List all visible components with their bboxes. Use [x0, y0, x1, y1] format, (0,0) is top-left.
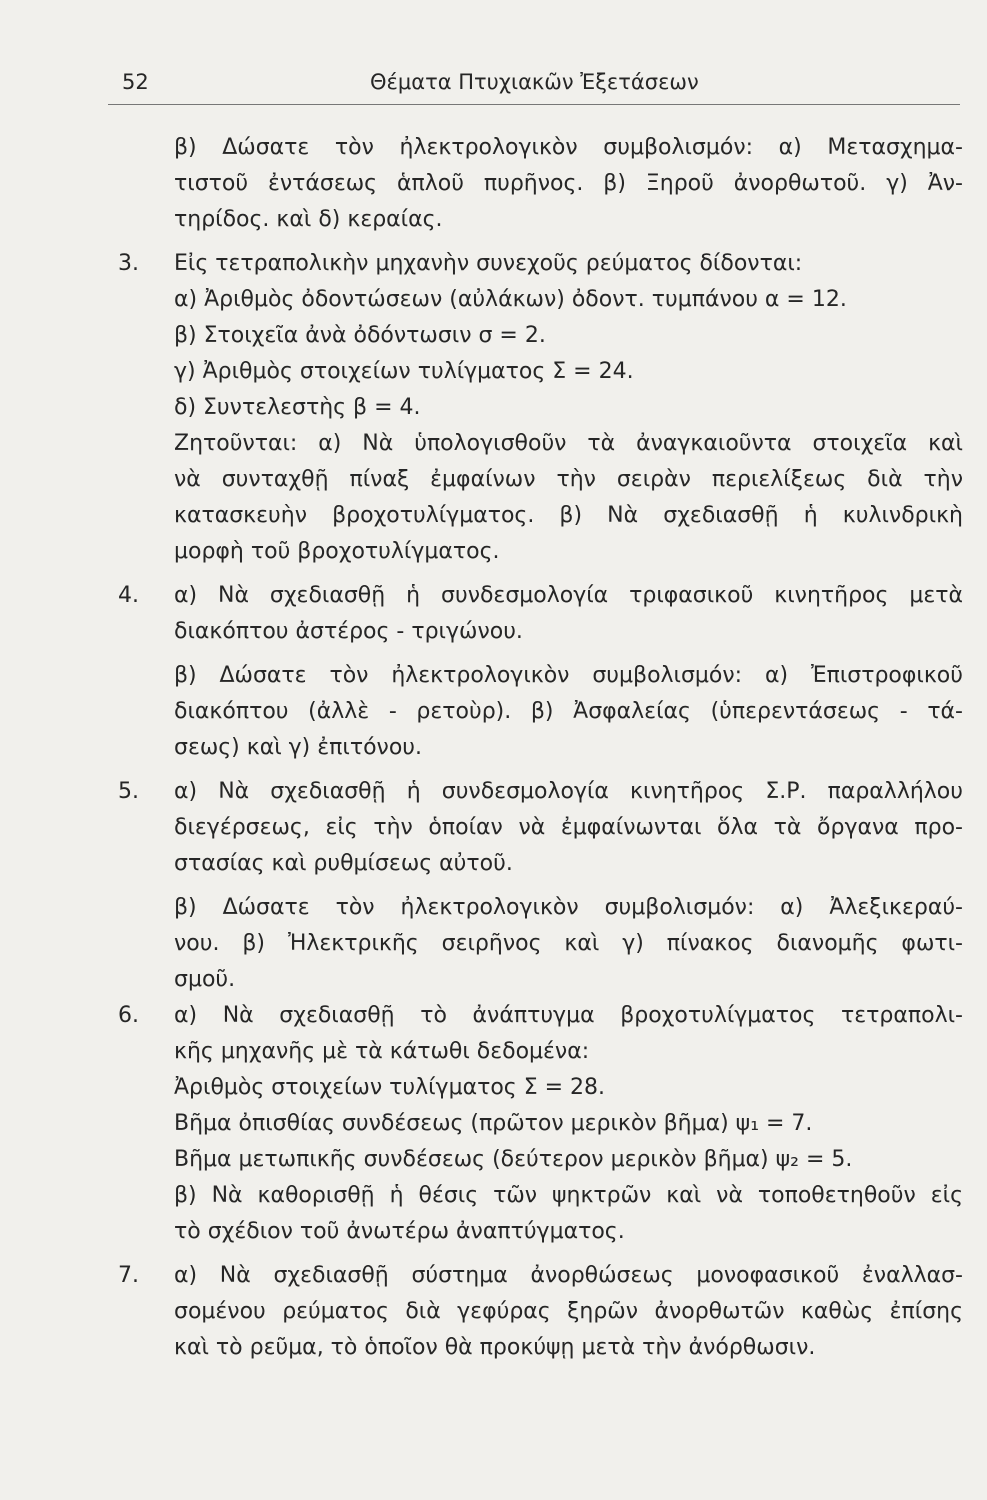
line-text: διακόπτου (ἀλλὲ - ρετοὺρ). β) Ἀσφαλείας (ὑπερεντάσεως - τά-: [174, 699, 963, 724]
line-text: α) Νὰ σχεδιασθῇ ἡ συνδεσμολογία κινητῆρος Σ.Ρ. παραλλήλου: [174, 779, 963, 804]
line-text: μορφὴ τοῦ βροχοτυλίγματος.: [174, 539, 500, 564]
page-content: [118, 130, 963, 1366]
line-text: σμοῦ.: [174, 967, 236, 992]
item-number: 3.: [118, 251, 139, 276]
text-line: [118, 694, 963, 730]
text-line: [118, 926, 963, 962]
item-number: 7.: [118, 1263, 139, 1288]
line-text: διακόπτου ἀστέρος - τριγώνου.: [174, 619, 523, 644]
text-line: [118, 1294, 963, 1330]
line-text: τιστοῦ ἐντάσεως ἁπλοῦ πυρῆνος. β) Ξηροῦ ἀνορθωτοῦ. γ) Ἀν-: [174, 171, 963, 196]
text-line: [118, 1214, 963, 1250]
text-line: [118, 578, 963, 614]
header-rule: [108, 104, 960, 105]
line-text: α) Νὰ σχεδιασθῇ σύστημα ἀνορθώσεως μονοφασικοῦ ἐναλλασ-: [174, 1263, 963, 1288]
text-line: [118, 810, 963, 846]
text-line: [118, 1070, 963, 1106]
line-text: β) Δώσατε τὸν ἠλεκτρολογικὸν συμβολισμόν: α) Μετασχημα-: [174, 135, 963, 160]
line-text: κατασκευὴν βροχοτυλίγματος. β) Νὰ σχεδιασθῇ ἡ κυλινδρικὴ: [174, 503, 963, 528]
text-line: [118, 998, 963, 1034]
text-line: [118, 166, 963, 202]
line-text: δ) Συντελεστὴς β = 4.: [174, 395, 421, 420]
text-line: [118, 890, 963, 926]
text-line: [118, 426, 963, 462]
item-number: 4.: [118, 583, 139, 608]
line-text: Βῆμα ὀπισθίας συνδέσεως (πρῶτον μερικὸν βῆμα) ψ₁ = 7.: [174, 1111, 813, 1136]
line-text: β) Νὰ καθορισθῇ ἡ θέσις τῶν ψηκτρῶν καὶ νὰ τοποθετηθοῦν εἰς: [174, 1183, 963, 1208]
line-text: νὰ συνταχθῇ πίναξ ἐμφαίνων τὴν σειρὰν περιελίξεως διὰ τὴν: [174, 467, 963, 492]
item-number: 5.: [118, 779, 139, 804]
line-text: Εἰς τετραπολικὴν μηχανὴν συνεχοῦς ρεύματος δίδονται:: [174, 251, 803, 276]
text-line: [118, 1258, 963, 1294]
text-line: [118, 962, 963, 998]
line-text: σεως) καὶ γ) ἐπιτόνου.: [174, 735, 423, 760]
line-text: Ἀριθμὸς στοιχείων τυλίγματος Σ = 28.: [174, 1075, 605, 1100]
text-line: [118, 318, 963, 354]
running-title: Θέματα Πτυχιακῶν Ἐξετάσεων: [370, 70, 699, 94]
text-line: [118, 1330, 963, 1366]
line-text: Ζητοῦνται: α) Νὰ ὑπολογισθοῦν τὰ ἀναγκαιοῦντα στοιχεῖα καὶ: [174, 431, 963, 456]
page-number: 52: [122, 70, 149, 94]
item-number: 6.: [118, 1003, 139, 1028]
text-line: [118, 534, 963, 570]
text-line: [118, 658, 963, 694]
line-text: νου. β) Ἠλεκτρικῆς σειρῆνος καὶ γ) πίνακος διανομῆς φωτι-: [174, 931, 963, 956]
text-line: [118, 1034, 963, 1070]
line-text: τηρίδος. καὶ δ) κεραίας.: [174, 207, 443, 232]
line-text: β) Δώσατε τὸν ἠλεκτρολογικὸν συμβολισμόν: α) Ἐπιστροφικοῦ: [174, 663, 963, 688]
text-line: [118, 354, 963, 390]
line-text: α) Ἀριθμὸς ὀδοντώσεων (αὐλάκων) ὀδοντ. τυμπάνου α = 12.: [174, 287, 847, 312]
text-line: [118, 1142, 963, 1178]
text-line: [118, 498, 963, 534]
text-line: [118, 390, 963, 426]
line-text: διεγέρσεως, εἰς τὴν ὁποίαν νὰ ἐμφαίνωνται ὅλα τὰ ὄργανα προ-: [174, 815, 963, 840]
line-text: σομένου ρεύματος διὰ γεφύρας ξηρῶν ἀνορθωτῶν καθὼς ἐπίσης: [174, 1299, 963, 1324]
page-header: [108, 68, 960, 100]
line-text: α) Νὰ σχεδιασθῇ τὸ ἀνάπτυγμα βροχοτυλίγματος τετραπολι-: [174, 1003, 963, 1028]
text-line: [118, 202, 963, 238]
line-text: κῆς μηχανῆς μὲ τὰ κάτωθι δεδομένα:: [174, 1039, 590, 1064]
text-line: [118, 846, 963, 882]
line-text: τὸ σχέδιον τοῦ ἀνωτέρω ἀναπτύγματος.: [174, 1219, 625, 1244]
text-line: [118, 462, 963, 498]
text-line: [118, 130, 963, 166]
line-text: β) Δώσατε τὸν ἠλεκτρολογικὸν συμβολισμόν: α) Ἀλεξικεραύ-: [174, 895, 963, 920]
line-text: καὶ τὸ ρεῦμα, τὸ ὁποῖον θὰ προκύψῃ μετὰ τὴν ἀνόρθωσιν.: [174, 1335, 816, 1360]
line-text: στασίας καὶ ρυθμίσεως αὐτοῦ.: [174, 851, 513, 876]
text-line: [118, 614, 963, 650]
text-line: [118, 1178, 963, 1214]
text-line: [118, 1106, 963, 1142]
text-line: [118, 730, 963, 766]
text-line: [118, 246, 963, 282]
text-line: [118, 282, 963, 318]
line-text: γ) Ἀριθμὸς στοιχείων τυλίγματος Σ = 24.: [174, 359, 634, 384]
line-text: Βῆμα μετωπικῆς συνδέσεως (δεύτερον μερικὸν βῆμα) ψ₂ = 5.: [174, 1147, 853, 1172]
text-line: [118, 774, 963, 810]
line-text: α) Νὰ σχεδιασθῇ ἡ συνδεσμολογία τριφασικοῦ κινητῆρος μετὰ: [174, 583, 963, 608]
line-text: β) Στοιχεῖα ἀνὰ ὀδόντωσιν σ = 2.: [174, 323, 546, 348]
